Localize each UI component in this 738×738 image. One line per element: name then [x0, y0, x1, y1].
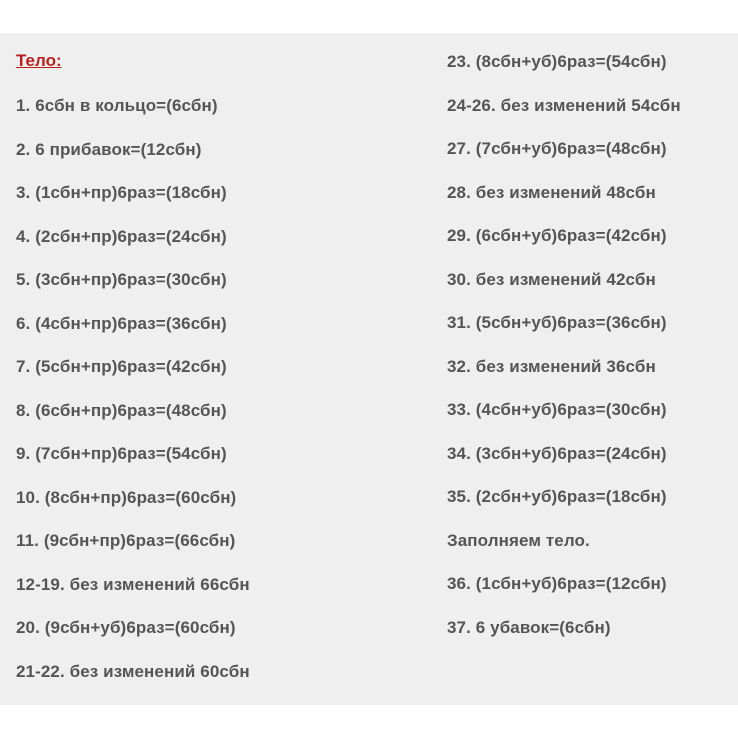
row-instruction: 3. (1сбн+пр)6раз=(18сбн)	[16, 183, 227, 202]
row-instruction: 7. (5сбн+пр)6раз=(42сбн)	[16, 357, 227, 376]
row-instruction: 8. (6сбн+пр)6раз=(48сбн)	[16, 400, 227, 420]
row-instruction: 37. 6 убавок=(6сбн)	[447, 617, 611, 637]
left-column	[16, 96, 250, 705]
row-instruction: 4. (2сбн+пр)6раз=(24сбн)	[16, 226, 227, 246]
row-instruction: 10. (8сбн+пр)6раз=(60сбн)	[16, 487, 237, 507]
row-note: Заполняем тело.	[447, 530, 590, 550]
row-instruction: 31. (5сбн+уб)6раз=(36сбн)	[447, 313, 667, 332]
row-instruction: 33. (4сбн+уб)6раз=(30сбн)	[447, 400, 667, 419]
row-instruction: 34. (3сбн+уб)6раз=(24сбн)	[447, 443, 667, 463]
row-instruction: 32. без изменений 36сбн	[447, 356, 656, 376]
row-instruction: 9. (7сбн+пр)6раз=(54сбн)	[16, 444, 227, 463]
row-instruction: 24-26. без изменений 54сбн	[447, 95, 681, 115]
row-instruction: 5. (3сбн+пр)6раз=(30сбн)	[16, 270, 227, 289]
row-instruction: 2. 6 прибавок=(12сбн)	[16, 139, 202, 159]
row-instruction: 30. без изменений 42сбн	[447, 269, 656, 289]
row-instruction: 35. (2сбн+уб)6раз=(18сбн)	[447, 487, 667, 506]
right-column	[447, 52, 681, 661]
row-instruction: 29. (6сбн+уб)6раз=(42сбн)	[447, 226, 667, 245]
row-instruction: 36. (1сбн+уб)6раз=(12сбн)	[447, 574, 667, 593]
row-instruction: 28. без изменений 48сбн	[447, 182, 656, 202]
section-title: Тело:	[16, 51, 62, 70]
row-instruction: 21-22. без изменений 60сбн	[16, 661, 250, 681]
row-instruction: 23. (8сбн+уб)6раз=(54сбн)	[447, 52, 667, 71]
row-instruction: 27. (7сбн+уб)6раз=(48сбн)	[447, 139, 667, 158]
row-instruction: 12-19. без изменений 66сбн	[16, 574, 250, 594]
row-instruction: 1. 6сбн в кольцо=(6сбн)	[16, 96, 218, 115]
row-instruction: 20. (9сбн+уб)6раз=(60сбн)	[16, 618, 236, 637]
row-instruction: 11. (9сбн+пр)6раз=(66сбн)	[16, 531, 236, 550]
row-instruction: 6. (4сбн+пр)6раз=(36сбн)	[16, 313, 227, 333]
